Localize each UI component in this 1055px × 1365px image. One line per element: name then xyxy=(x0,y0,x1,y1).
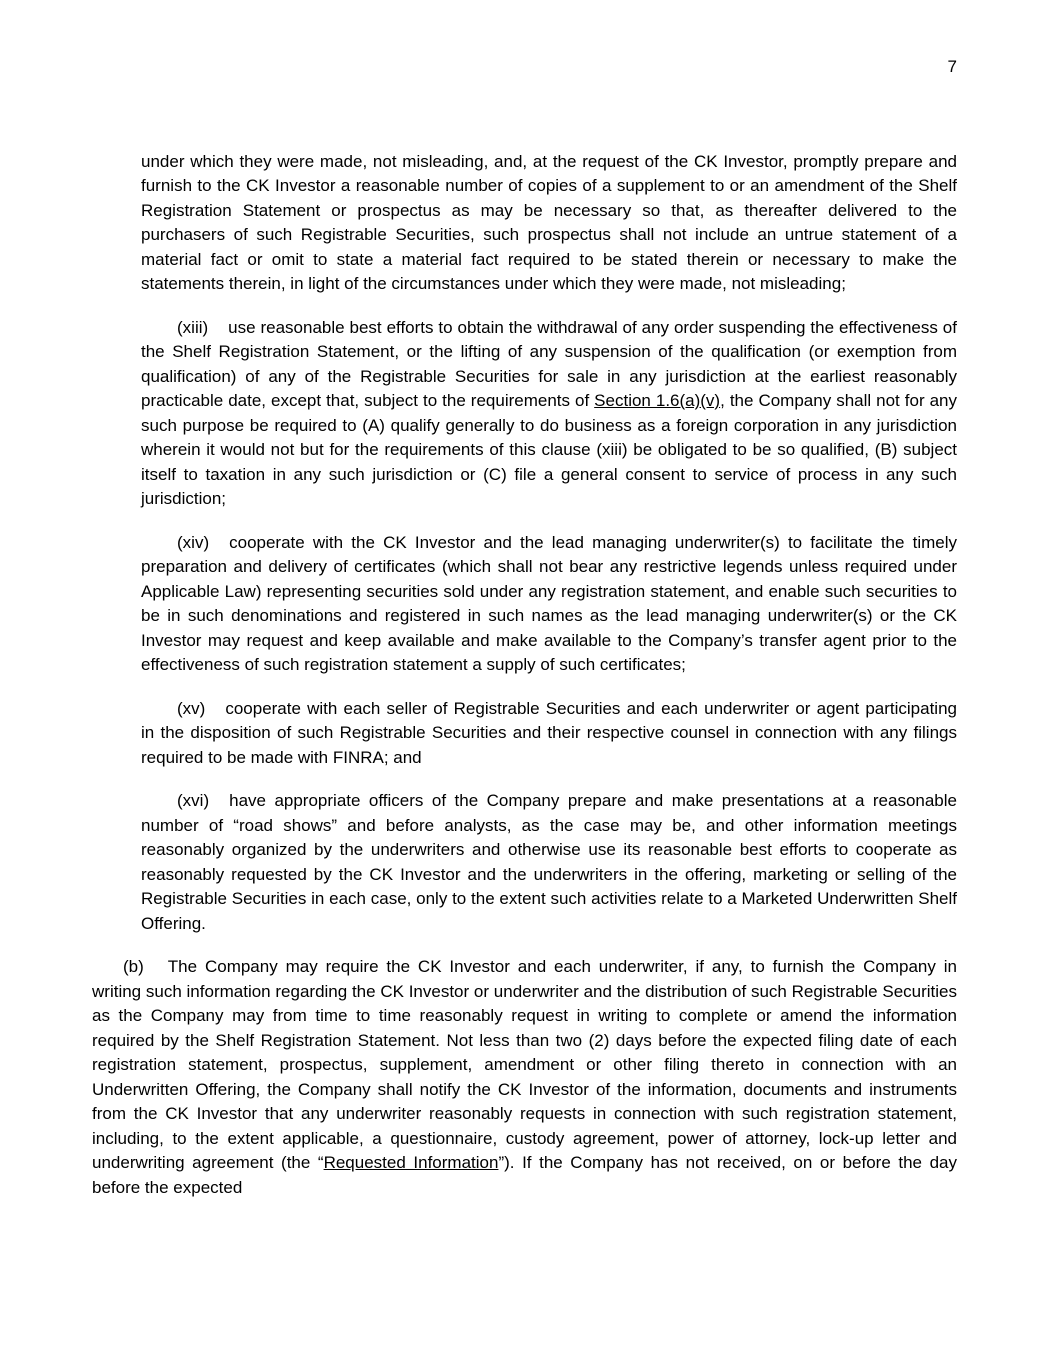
paragraph-text: cooperate with each seller of Registrable Securities and each underwriter or agent participating in the disposition of such Registrable Securities and their respective counsel in connection with any filings required to be made with FINRA; and xyxy=(141,698,957,767)
paragraph-text: use reasonable best efforts to obtain the withdrawal of any order suspending the effectiveness of the Shelf Registration Statement, or the lifting of any suspension of the qualification (or exemption from qualification) of any of the Registrable Securities for sale in any jurisdiction at the earliest reasonably practicable date, except that, subject to the requirements of xyxy=(141,317,957,410)
section-reference: Section 1.6(a)(v) xyxy=(594,391,721,410)
defined-term-requested-information: Requested Information xyxy=(323,1153,499,1172)
paragraph-clause-xiv xyxy=(141,531,957,678)
paragraph-text: have appropriate officers of the Company prepare and make presentations at a reasonable number of “road shows” and before analysts, as the case may be, and other information meetings reasonably organized by the underwriters and otherwise use its reasonable best efforts to cooperate as reasonably requested by the CK Investor and the underwriters in the offering, marketing or selling of the Registrable Securities in each case, only to the extent such activities relate to a Marketed Underwritten Shelf Offering. xyxy=(141,791,957,933)
paragraph-text: The Company may require the CK Investor and each underwriter, if any, to furnish the Company in writing such information regarding the CK Investor or underwriter and the distribution of such Registrable Securities as the Company may from time to time reasonably request in writing to complete or amend the information required by the Shelf Registration Statement. Not less than two (2) days before the expected filing date of each registration statement, prospectus, supplement, amendment or other filing thereto in connection with an Underwritten Offering, the Company shall notify the CK Investor of the information, documents and instruments from the CK Investor that any underwriter reasonably requests in connection with such registration statement, including, to the extent applicable, a questionnaire, custody agreement, power of attorney, lock-up letter and underwriting agreement (the “ xyxy=(92,957,957,1172)
clause-label: (xvi) xyxy=(177,791,210,810)
paragraph-continuation xyxy=(141,150,957,297)
paragraph-text: under which they were made, not misleading, and, at the request of the CK Investor, promptly prepare and furnish to the CK Investor a reasonable number of copies of a supplement to or an amendment of the Shelf Registration Statement or prospectus as may be necessary so that, as thereafter delivered to the purchasers of such Registrable Securities, such prospectus shall not include an untrue statement of a material fact or omit to state a material fact required to be stated therein or necessary to make the statements therein, in light of the circumstances under which they were made, not misleading; xyxy=(141,151,957,293)
clause-label: (xiv) xyxy=(177,532,210,552)
paragraph-text: ”). If the Company has not received, on or before the day before the expected xyxy=(92,1153,957,1197)
clause-label: (xiii) xyxy=(177,317,209,337)
paragraph-clause-xiii xyxy=(141,316,957,512)
paragraph-text: , the Company shall not for any such purpose be required to (A) qualify generally to do business as a foreign corporation in any jurisdiction wherein it would not but for the requirements of this clause (xiii) be obligated to be so qualified, (B) subject itself to taxation in any such jurisdiction or (C) file a general consent to service of process in any such jurisdiction; xyxy=(141,391,958,508)
paragraph-clause-xvi xyxy=(141,789,957,936)
paragraph-text: cooperate with the CK Investor and the lead managing underwriter(s) to facilitate the timely preparation and delivery of certificates (which shall not bear any restrictive legends unless required under Applicable Law) representing securities sold under any registration statement, and enable such securities to be in such denominations and registered in such names as the lead managing underwriter(s) or the CK Investor may request and keep available and make available to the Company’s transfer agent prior to the effectiveness of such registration statement a supply of such certificates; xyxy=(141,532,957,674)
page-number: 7 xyxy=(947,57,957,76)
clause-label: (b) xyxy=(123,957,144,976)
clause-label: (xv) xyxy=(177,698,206,718)
paragraph-b xyxy=(92,955,957,1200)
paragraph-clause-xv xyxy=(141,697,957,771)
